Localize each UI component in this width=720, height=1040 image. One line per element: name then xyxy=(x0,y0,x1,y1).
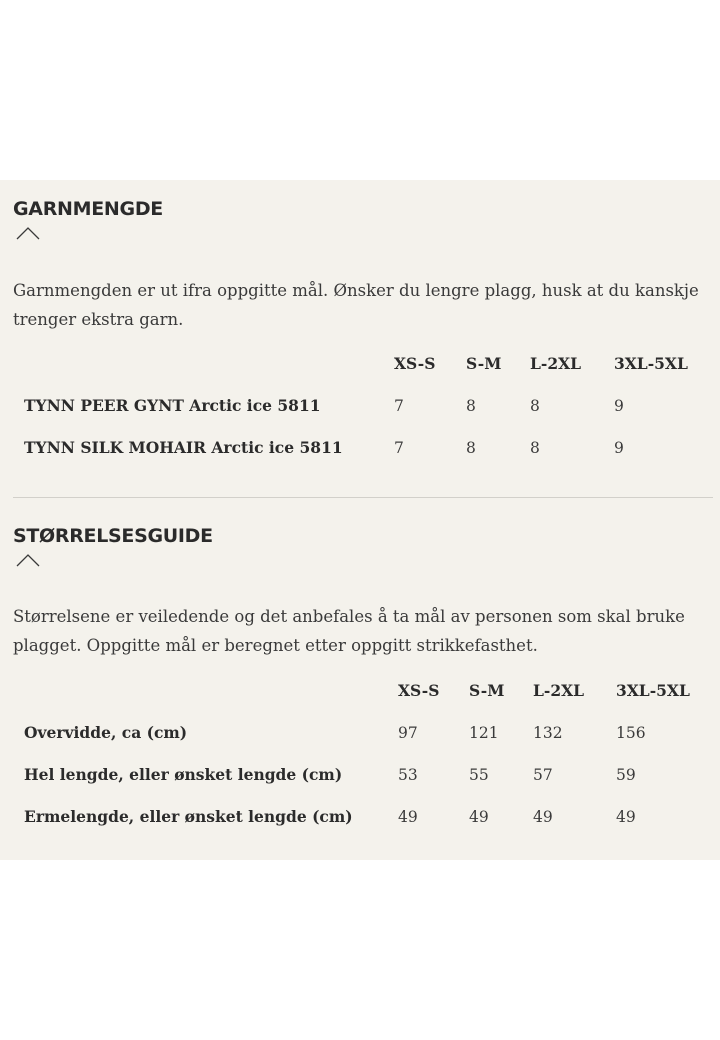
size-description: Størrelsene er veiledende og det anbefales å ta mål av personen som skal bruke plagget. Oppgitte mål er beregnet etter oppgitt strikkefasthet. xyxy=(13,607,685,655)
yarn-cell: 9 xyxy=(614,439,624,457)
size-cell: 156 xyxy=(616,724,646,742)
chevron-up-icon[interactable] xyxy=(15,552,41,568)
yarn-cell: 8 xyxy=(530,439,540,457)
size-cell: 55 xyxy=(469,766,489,784)
yarn-cell: 9 xyxy=(614,397,624,415)
yarn-description: Garnmengden er ut ifra oppgitte mål. Ønsker du lengre plagg, husk at du kanskje trenger ekstra garn. xyxy=(13,281,699,329)
size-cell: 49 xyxy=(469,808,489,826)
size-section-title[interactable]: STØRRELSESGUIDE xyxy=(13,525,213,547)
yarn-cell: 8 xyxy=(466,439,476,457)
size-header-s-m: S-M xyxy=(469,681,505,700)
size-cell: 57 xyxy=(533,766,553,784)
size-row-label: Overvidde, ca (cm) xyxy=(24,723,188,742)
yarn-row-label: TYNN SILK MOHAIR Arctic ice 5811 xyxy=(24,438,343,457)
yarn-cell: 7 xyxy=(394,397,404,415)
size-header-3xl-5xl: 3XL-5XL xyxy=(616,681,690,700)
yarn-header-l-2xl: L-2XL xyxy=(530,354,582,373)
yarn-cell: 7 xyxy=(394,439,404,457)
yarn-row-label: TYNN PEER GYNT Arctic ice 5811 xyxy=(24,396,321,415)
yarn-header-xs-s: XS-S xyxy=(394,354,436,373)
size-cell: 132 xyxy=(533,724,563,742)
size-header-xs-s: XS-S xyxy=(398,681,440,700)
size-cell: 49 xyxy=(533,808,553,826)
yarn-cell: 8 xyxy=(466,397,476,415)
yarn-header-3xl-5xl: 3XL-5XL xyxy=(614,354,688,373)
size-cell: 49 xyxy=(398,808,418,826)
size-cell: 53 xyxy=(398,766,418,784)
size-cell: 49 xyxy=(616,808,636,826)
size-cell: 121 xyxy=(469,724,499,742)
yarn-section-title[interactable]: GARNMENGDE xyxy=(13,198,163,220)
yarn-header-s-m: S-M xyxy=(466,354,502,373)
section-divider xyxy=(13,497,713,498)
chevron-up-icon[interactable] xyxy=(15,225,41,241)
size-row-label: Hel lengde, eller ønsket lengde (cm) xyxy=(24,765,343,784)
size-header-l-2xl: L-2XL xyxy=(533,681,585,700)
yarn-cell: 8 xyxy=(530,397,540,415)
size-cell: 59 xyxy=(616,766,636,784)
size-row-label: Ermelengde, eller ønsket lengde (cm) xyxy=(24,807,353,826)
size-cell: 97 xyxy=(398,724,418,742)
